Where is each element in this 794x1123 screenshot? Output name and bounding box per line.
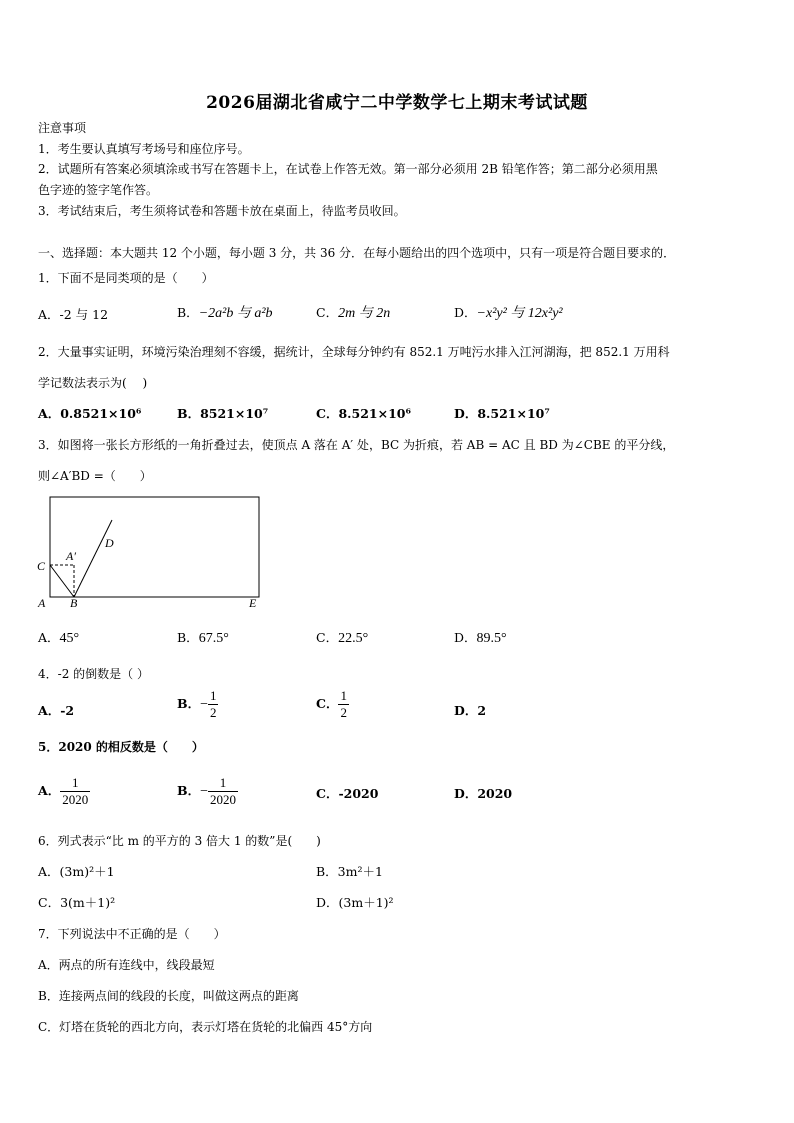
q1-b-expression: −2a²b 与 a²b — [198, 306, 273, 321]
q2-stem-line1: 2．大量事实证明，环境污染治理刻不容缓，据统计，全球每分钟约有 852.1 万吨污水排入江河湖海，把 852.1 万用科 — [38, 345, 670, 359]
notice-item: 色字迹的签字笔作答。 — [38, 183, 159, 197]
page-title: 2026届湖北省咸宁二中学数学七上期末考试试题 — [206, 93, 588, 113]
label-a-prime: A′ — [66, 549, 76, 563]
q3-option-a: A．45° — [38, 630, 80, 646]
q1-option-b: B．−2a²b 与 a²b — [177, 305, 273, 321]
q5-option-a: A． $\frac{1}{2020}$ — [38, 775, 89, 807]
q2-option-a: A．0.8521×10⁶ — [38, 406, 142, 421]
q4-option-b: B．− $\frac{1}{2}$ — [177, 688, 217, 720]
notice-item: 2．试题所有答案必须填涂或书写在答题卡上，在试卷上作答无效。第一部分必须用 2B 铅笔作答；第二部分必须用黑 — [38, 162, 658, 176]
q3-option-c: C．22.5° — [316, 630, 369, 646]
q5-option-b: B．− $\frac{1}{2020}$ — [177, 775, 236, 807]
q6-option-d: D．(3m＋1)² — [316, 895, 394, 910]
q7-option-b: B．连接两点间的线段的长度，叫做这两点的距离 — [38, 989, 299, 1003]
q2-stem-line2: 学记数法表示为( ) — [38, 376, 148, 390]
q6-option-a: A．(3m)²＋1 — [38, 864, 115, 879]
q3-stem-line1: 3．如图将一张长方形纸的一角折叠过去，使顶点 A 落在 A′ 处，BC 为折痕，若 AB = AC 且 BD 为∠CBE 的平分线， — [38, 438, 675, 452]
notice-item: 3．考试结束后，考生须将试卷和答题卡放在桌面上，待监考员收回。 — [38, 204, 406, 218]
crease-bc — [50, 565, 74, 597]
q2-option-b: B．8521×10⁷ — [177, 406, 269, 421]
q2-option-d: D．8.521×10⁷ — [454, 406, 550, 421]
q1-c-expression: 2m 与 2n — [338, 306, 391, 321]
q2-option-c: C．8.521×10⁶ — [316, 406, 411, 421]
q6-option-b: B．3m²＋1 — [316, 864, 383, 879]
label-a: A — [38, 596, 46, 610]
q4-option-d: D．2 — [454, 703, 487, 718]
bisector-bd — [74, 520, 112, 597]
q1-option-a: A．-2 与 12 — [38, 307, 109, 322]
notice-heading: 注意事项 — [38, 121, 87, 135]
q7-stem: 7．下列说法中不正确的是（ ） — [38, 927, 226, 941]
label-d: D — [105, 536, 114, 550]
q5-option-d: D．2020 — [454, 786, 513, 801]
notice-item: 1．考生要认真填写考场号和座位序号。 — [38, 142, 250, 156]
q7-option-c: C．灯塔在货轮的西北方向，表示灯塔在货轮的北偏西 45°方向 — [38, 1020, 373, 1034]
label-b: B — [70, 596, 78, 610]
q3-option-d: D．89.5° — [454, 630, 507, 646]
q1-option-d: D．−x²y² 与 12x²y² — [454, 305, 563, 321]
q5-option-c: C．-2020 — [316, 786, 379, 801]
q1-option-c: C．2m 与 2n — [316, 305, 391, 321]
q3-figure — [30, 490, 270, 615]
q3-stem-line2: 则∠A′BD =（ ） — [38, 469, 152, 483]
label-e: E — [249, 596, 257, 610]
q4-option-c: C． $\frac{1}{2}$ — [316, 688, 347, 720]
q6-option-c: C．3(m＋1)² — [38, 895, 116, 910]
q5-stem: 5．2020 的相反数是（ ） — [38, 740, 204, 754]
section-heading: 一、选择题：本大题共 12 个小题，每小题 3 分，共 36 分．在每小题给出的四个选项中，只有一项是符合题目要求的． — [38, 246, 676, 260]
q6-stem: 6．列式表示“比 m 的平方的 3 倍大 1 的数”是( ) — [38, 834, 321, 848]
q4-option-a: A．-2 — [38, 703, 75, 718]
q1-stem: 1．下面不是同类项的是（ ） — [38, 271, 214, 285]
label-c: C — [37, 559, 46, 573]
q3-option-b: B．67.5° — [177, 630, 229, 646]
q4-stem: 4．-2 的倒数是（ ） — [38, 667, 149, 681]
q1-d-expression: −x²y² 与 12x²y² — [476, 306, 563, 321]
q7-option-a: A．两点的所有连线中，线段最短 — [38, 958, 215, 972]
